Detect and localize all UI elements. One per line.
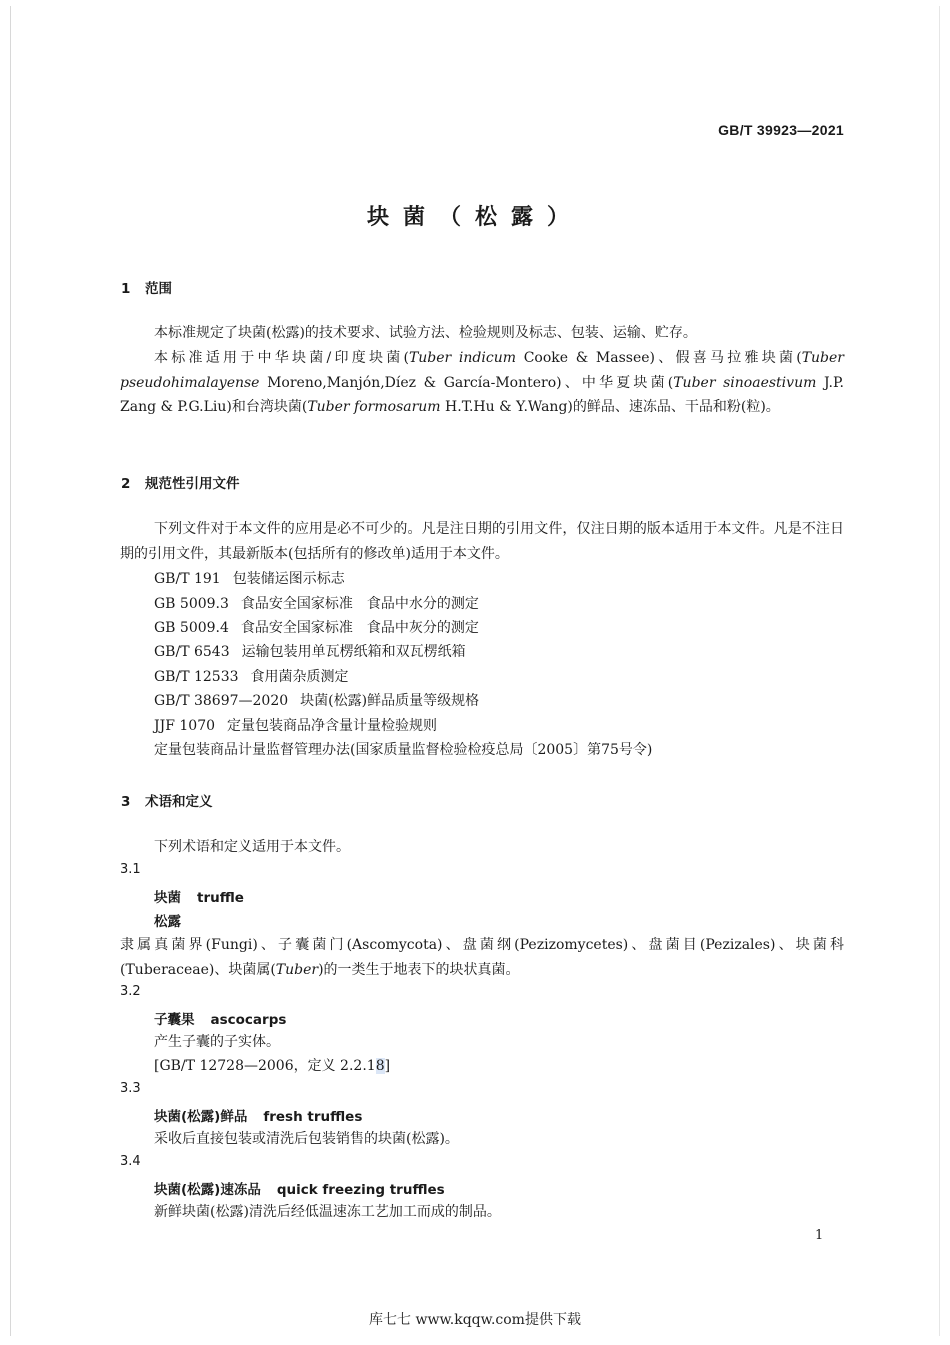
section-title: 规范性引用文件 — [145, 476, 240, 492]
term-cn: 块菌(松露)鲜品 — [154, 1109, 248, 1125]
term-alt: 松露 — [154, 914, 181, 930]
term-definition — [120, 933, 844, 982]
term-number: 3.4 — [120, 1154, 141, 1169]
species-name: Tuber pseudohimalayense — [120, 350, 844, 391]
term-heading — [154, 1178, 445, 1198]
term-cn: 块菌(松露)速冻品 — [154, 1182, 261, 1198]
reference-code: GB/T 12533 — [154, 669, 239, 685]
reference-code: GB/T 38697—2020 — [154, 693, 289, 709]
term-source — [154, 1055, 390, 1075]
reference-title: 定量包装商品净含量计量检验规则 — [227, 718, 438, 734]
section-title: 术语和定义 — [145, 794, 213, 810]
text-run: 隶属真菌界(Fungi)、子囊菌门(Ascomycota)、盘菌纲(Pezizomycetes)、盘菌目(Pezizales)、块菌科(Tuberaceae)、块菌属( — [120, 937, 844, 978]
section-3-heading — [121, 790, 213, 810]
page-number: 1 — [815, 1228, 824, 1243]
term-en: fresh truffles — [263, 1109, 363, 1125]
term-en: quick freezing truffles — [276, 1182, 445, 1198]
reference-item — [154, 593, 479, 613]
section-number: 1 — [121, 281, 131, 297]
reference-title: 食品安全国家标准 食品中灰分的测定 — [240, 620, 479, 636]
normative-intro: 下列文件对于本文件的应用是必不可少的。凡是注日期的引用文件，仅注日期的版本适用于本文件。凡是不注日期的引用文件，其最新版本(包括所有的修改单)适用于本文件。 — [120, 521, 844, 562]
reference-title: 运输包装用单瓦楞纸箱和双瓦楞纸箱 — [241, 644, 466, 660]
term-number: 3.3 — [120, 1081, 141, 1096]
reference-code: JJF 1070 — [154, 718, 216, 734]
section-title: 范围 — [145, 281, 172, 297]
text-selection-highlight: 8 — [375, 1058, 385, 1074]
text-run: )的一类生于地表下的块状真菌。 — [318, 961, 520, 978]
term-heading — [154, 1105, 362, 1125]
text-run: ] — [384, 1058, 391, 1074]
standard-id: GB/T 39923—2021 — [718, 122, 844, 138]
term-en: truffle — [197, 890, 244, 906]
reference-item — [154, 617, 479, 637]
reference-item — [154, 666, 349, 686]
section-number: 3 — [121, 794, 131, 810]
reference-title: 块菌(松露)鲜品质量等级规格 — [300, 693, 480, 709]
section-2-heading — [121, 472, 240, 492]
reference-title: 食用菌杂质测定 — [250, 669, 349, 685]
term-definition: 采收后直接包装或清洗后包装销售的块菌(松露)。 — [154, 1131, 459, 1147]
reference-item — [154, 715, 437, 735]
text-run: 本标准适用于中华块菌/印度块菌( — [154, 350, 409, 366]
genus-name: Tuber — [275, 961, 319, 978]
text-run: Cooke & Massee)、假喜马拉雅块菌( — [516, 350, 802, 366]
reference-item — [154, 641, 466, 661]
term-definition: 新鲜块菌(松露)清洗后经低温速冻工艺加工而成的制品。 — [154, 1204, 501, 1220]
scope-paragraph-1: 本标准规定了块菌(松露)的技术要求、试验方法、检验规则及标志、包装、运输、贮存。 — [154, 325, 697, 341]
term-heading — [154, 886, 244, 906]
scope-paragraph-2 — [120, 346, 844, 420]
reference-item — [154, 568, 345, 588]
document-title: 块菌（松露） — [366, 205, 583, 230]
term-cn: 子囊果 — [154, 1012, 195, 1028]
text-run: [GB/T 12728—2006，定义 2.2.1 — [154, 1058, 376, 1074]
reference-code: GB 5009.3 — [154, 596, 229, 612]
reference-title: 食品安全国家标准 食品中水分的测定 — [240, 596, 479, 612]
species-name: Tuber indicum — [408, 350, 516, 366]
term-definition: 产生子囊的子实体。 — [154, 1034, 280, 1050]
section-number: 2 — [121, 476, 131, 492]
footer-watermark[interactable]: 库七七 www.kqqw.com提供下载 — [369, 1312, 581, 1328]
reference-code: GB 5009.4 — [154, 620, 229, 636]
text-run: H.T.Hu & Y.Wang)的鲜品、速冻品、干品和粉(粒)。 — [440, 399, 780, 415]
species-name: Tuber sinoaestivum — [673, 374, 817, 391]
reference-title: 包装储运图示标志 — [232, 571, 345, 587]
term-en: ascocarps — [210, 1012, 287, 1028]
text-run: J.P. Zang & P.G.Liu)和台湾块菌( — [120, 374, 844, 415]
reference-item-regulation: 定量包装商品计量监督管理办法(国家质量监督检验检疫总局〔2005〕第75号令) — [154, 742, 653, 758]
term-number: 3.2 — [120, 984, 141, 999]
term-cn: 块菌 — [154, 890, 181, 906]
section-1-heading — [121, 277, 172, 297]
term-heading — [154, 1008, 286, 1028]
species-name: Tuber formosarum — [307, 399, 441, 415]
term-number: 3.1 — [120, 862, 141, 877]
reference-code: GB/T 6543 — [154, 644, 230, 660]
text-run: Moreno,Manjón,Díez & García-Montero)、中华夏块菌( — [259, 374, 674, 391]
terms-intro: 下列术语和定义适用于本文件。 — [154, 839, 350, 855]
reference-code: GB/T 191 — [154, 571, 221, 587]
reference-item — [154, 690, 479, 710]
